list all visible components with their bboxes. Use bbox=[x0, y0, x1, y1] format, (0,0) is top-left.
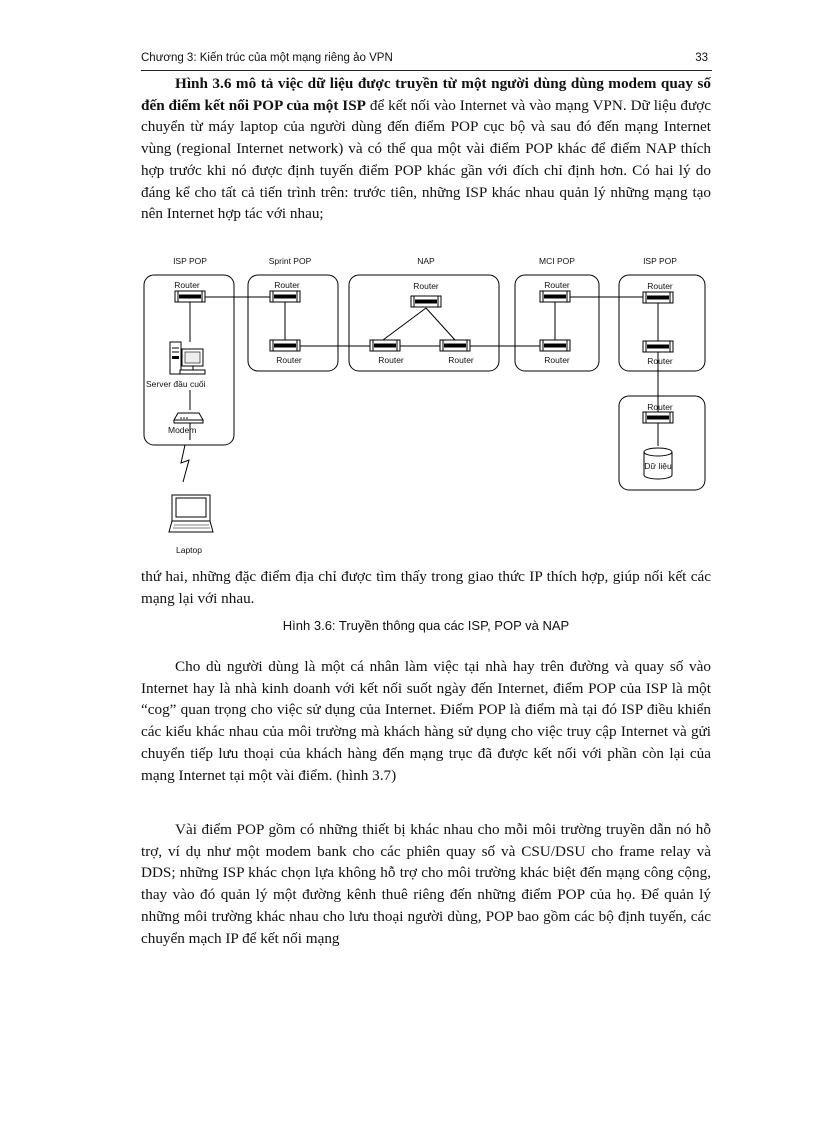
router-mci-top bbox=[540, 291, 570, 302]
network-diagram bbox=[141, 250, 711, 562]
laptop-icon bbox=[169, 495, 213, 532]
router-isp-pop-2-bottom bbox=[643, 341, 673, 352]
paragraph-1-text: để kết nối vào Internet và vào mạng VPN. Dữ liệu được chuyển từ máy laptop của người dùng đến điểm POP cục bộ và sau đó đến mạng Internet vùng (regional Internet network) và có thể qua một vài điểm POP khác để điểm NAP thích hợp trước khi nó được định tuyến điểm POP khác gần với đích chỉ định hơn. Có hai lý do đáng kể cho tất cả tiến trình trên: trước tiên, những ISP khác nhau quản lý những mạng tạo nên Internet hợp tác với nhau; bbox=[141, 96, 711, 223]
paragraph-3-text: Cho dù người dùng là một cá nhân làm việc tại nhà hay trên đường và quay số vào Internet hay là nhà kinh doanh với kết nối suốt ngày đến Internet, điểm POP của ISP là một “cog” quan trọng cho việc sử dụng của Internet. Điểm POP là điểm mà tại đó ISP điều khiển các kiểu khác nhau của môi trường mà khách hàng sử dụng cho việc truy cập Internet và gửi chuyển tiếp lưu thoại của khách hàng đến mạng trục đã được kết nối với phần còn lại của mạng Internet tại một vài điểm. (hình 3.7) bbox=[141, 658, 711, 784]
router-nap-right bbox=[440, 340, 470, 351]
router-nap-top bbox=[411, 296, 441, 307]
router-label-nap-right: Router bbox=[448, 355, 474, 365]
paragraph-2: thứ hai, những đặc điểm địa chỉ được tìm thấy trong giao thức IP thích hợp, giúp nối kết các mạng lại với nhau. bbox=[141, 568, 711, 607]
router-mci-bottom bbox=[540, 340, 570, 351]
paragraph-1-bold: Hình 3.6 mô tả việc dữ liệu được truyền từ một người dùng dùng modem quay số đến điểm kết nối POP của một ISP bbox=[141, 75, 711, 114]
group-label-mci-pop: MCI POP bbox=[539, 256, 575, 266]
paragraph-4-text: Vài điểm POP gồm có những thiết bị khác nhau cho mỗi môi trường truyền dẫn nó hỗ trợ, ví dụ như một modem bank cho các phiên quay số và CSU/DSU cho frame relay và DDS; những ISP khác chọn lựa không hỗ trợ cho môi trường khác biệt đến mạng công cộng, thay vào đó quản lý một đường kênh thuê riêng đến những điểm POP của họ. Để quản lý những môi trường khác nhau cho lưu thoại người dùng, POP bao gồm các bộ định tuyến, các chuyển mạch IP để kết nối mạng bbox=[141, 821, 711, 947]
router-label-sprint-bottom: Router bbox=[276, 355, 302, 365]
router-label-sprint-top: Router bbox=[274, 280, 300, 290]
group-label-nap: NAP bbox=[417, 256, 435, 266]
group-label-isp-pop-2: ISP POP bbox=[643, 256, 677, 266]
modem-icon bbox=[174, 413, 203, 423]
paragraph-3 bbox=[141, 656, 711, 786]
router-sprint-top bbox=[270, 291, 300, 302]
group-label-sprint-pop: Sprint POP bbox=[268, 256, 312, 266]
paragraph-4 bbox=[141, 819, 711, 949]
router-label-isp-pop-1: Router bbox=[174, 280, 200, 290]
router-label-isp-pop-2-bottom: Router bbox=[647, 356, 673, 366]
router-sprint-bottom bbox=[270, 340, 300, 351]
laptop-label: Laptop bbox=[176, 545, 202, 555]
page-number: 33 bbox=[695, 52, 708, 64]
paragraph-1 bbox=[141, 73, 711, 225]
router-nap-left bbox=[370, 340, 400, 351]
chapter-title: Chương 3: Kiến trúc của một mạng riêng ảo VPN bbox=[141, 52, 393, 64]
figure-caption: Hình 3.6: Truyền thông qua các ISP, POP và NAP bbox=[282, 618, 570, 633]
data-label: Dữ liệu bbox=[644, 461, 672, 471]
router-isp-pop-2-top bbox=[643, 292, 673, 303]
router-label-nap-left: Router bbox=[378, 355, 404, 365]
modem-label: Modem bbox=[168, 425, 197, 435]
router-label-data-pop: Router bbox=[647, 402, 673, 412]
group-label-isp-pop-1: ISP POP bbox=[173, 256, 207, 266]
router-isp-pop-1 bbox=[175, 291, 205, 302]
router-label-mci-top: Router bbox=[544, 280, 570, 290]
router-label-nap-top: Router bbox=[413, 281, 439, 291]
router-data-pop bbox=[643, 412, 673, 423]
router-label-mci-bottom: Router bbox=[544, 355, 570, 365]
page-header bbox=[141, 50, 712, 71]
server-label: Server đầu cuối bbox=[146, 379, 206, 389]
router-label-isp-pop-2-top: Router bbox=[647, 281, 673, 291]
server-computer-icon bbox=[170, 342, 205, 374]
